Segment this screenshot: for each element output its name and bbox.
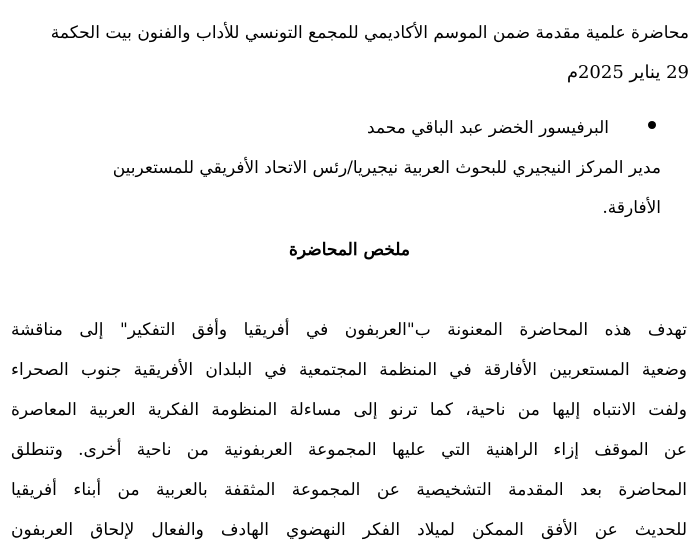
summary-line: المحاضرة بعد المقدمة التشخيصية عن المجموعة المثقفة بالعربية من أبناء أفريقيا	[11, 480, 687, 500]
bullet-icon	[648, 121, 656, 129]
summary-line: للحديث عن الأفق الممكن لميلاد الفكر النهضوي الهادف والفعال لإلحاق العربفون	[11, 520, 687, 540]
summary-line: عن الموقف إزاء الراهنية التي عليها المجموعة العربفونية من ناحية أخرى. وتنطلق	[11, 440, 687, 460]
lecture-date: 29 يناير 2025م	[566, 62, 689, 83]
speaker-name: البرفيسور الخضر عبد الباقي محمد	[367, 118, 609, 138]
summary-line: تهدف هذه المحاضرة المعنونة ب"العربفون في أفريقيا وأفق التفكير" إلى مناقشة	[11, 320, 687, 340]
speaker-role-line-2: الأفارقة.	[602, 198, 661, 218]
summary-heading: ملخص المحاضرة	[288, 240, 411, 260]
summary-line: ولفت الانتباه إليها من ناحية، كما ترنو إلى مساءلة المنظومة الفكرية العربية المعاصرة	[11, 400, 687, 420]
speaker-role-line-1: مدير المركز النيجيري للبحوث العربية نيجيريا/رئس الاتحاد الأفريقي للمستعربين	[112, 158, 661, 178]
summary-paragraph	[11, 319, 687, 543]
summary-line: وضعية المستعربين الأفارقة في المنظمة المجتمعية في البلدان الأفريقية جنوب الصحراء	[11, 360, 687, 380]
lecture-intro-line: محاضرة علمية مقدمة ضمن الموسم الأكاديمي للمجمع التونسي للأداب والفنون بيت الحكمة	[50, 23, 689, 43]
